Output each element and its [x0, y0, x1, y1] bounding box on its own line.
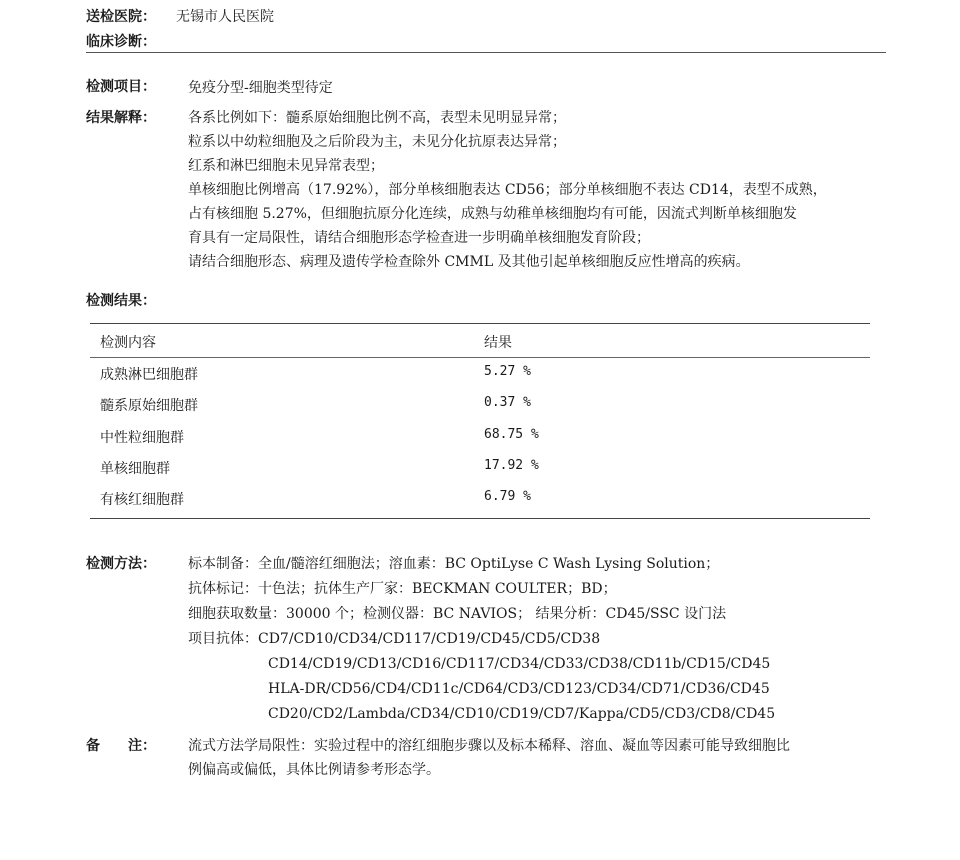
row-item-name: 中性粒细胞群: [100, 430, 184, 446]
results-table: [90, 323, 870, 521]
table-row: [90, 395, 870, 415]
hospital-label: 送检医院：: [86, 9, 156, 25]
interpretation-section: [86, 106, 886, 274]
row-item-value: 17.92 %: [484, 458, 539, 473]
method-line: 细胞获取数量：30000 个；检测仪器：BC NAVIOS； 结果分析：CD45/SSC 设门法: [188, 606, 727, 622]
note-text: [188, 734, 790, 782]
interpretation-label: 结果解释：: [86, 110, 156, 126]
interpretation-line: 各系比例如下：髓系原始细胞比例不高，表型未见明显异常；: [188, 110, 566, 126]
hospital-value: 无锡市人民医院: [176, 9, 274, 25]
test-item-label: 检测项目：: [86, 79, 156, 95]
antibody-panel-list: [188, 627, 775, 727]
results-section: [86, 290, 886, 310]
table-top-rule: [90, 323, 870, 324]
interpretation-line: 粒系以中幼粒细胞及之后阶段为主，未见分化抗原表达异常；: [188, 134, 566, 150]
test-item-section: [86, 76, 886, 100]
method-line: 抗体标记：十色法；抗体生产厂家：BECKMAN COULTER；BD；: [188, 581, 617, 597]
column-header-result: 结果: [484, 335, 512, 351]
table-header: [90, 332, 870, 352]
row-item-value: 68.75 %: [484, 427, 539, 442]
antibody-panel-line: 项目抗体：CD7/CD10/CD34/CD117/CD19/CD45/CD5/CD38: [188, 631, 601, 647]
antibody-panel-line: CD20/CD2/Lambda/CD34/CD10/CD19/CD7/Kappa/CD5/CD3/CD8/CD45: [268, 706, 776, 722]
column-header-item: 检测内容: [100, 335, 156, 351]
table-row: [90, 458, 870, 478]
row-item-value: 0.37 %: [484, 395, 531, 410]
table-row: [90, 364, 870, 384]
method-line: 标本制备：全血/髓溶红细胞法；溶血素：BC OptiLyse C Wash Lysing Solution；: [188, 556, 720, 572]
diagnosis-label: 临床诊断：: [86, 34, 156, 50]
row-item-name: 髓系原始细胞群: [100, 398, 198, 414]
method-label: 检测方法：: [86, 556, 156, 572]
header-divider: [86, 52, 886, 53]
note-section: [86, 734, 886, 782]
interpretation-line: 请结合细胞形态、病理及遗传学检查除外 CMML 及其他引起单核细胞反应性增高的疾病。: [188, 254, 750, 270]
method-section: [86, 552, 886, 727]
diagnosis-row: [86, 31, 176, 51]
table-row: [90, 427, 870, 447]
table-bottom-rule: [90, 518, 870, 519]
note-line: 例偏高或偏低，具体比例请参考形态学。: [188, 762, 440, 778]
test-item-value: 免疫分型-细胞类型待定: [188, 80, 333, 96]
table-row: [90, 489, 870, 509]
antibody-panel-line: CD14/CD19/CD13/CD16/CD117/CD34/CD33/CD38/CD11b/CD15/CD45: [268, 656, 771, 672]
row-item-value: 6.79 %: [484, 489, 531, 504]
interpretation-line: 红系和淋巴细胞未见异常表型；: [188, 158, 384, 174]
row-item-value: 5.27 %: [484, 364, 531, 379]
table-header-rule: [90, 357, 870, 358]
note-line: 流式方法学局限性：实验过程中的溶红细胞步骤以及标本稀释、溶血、凝血等因素可能导致细胞比: [188, 738, 790, 754]
results-label: 检测结果：: [86, 293, 156, 309]
row-item-name: 成熟淋巴细胞群: [100, 367, 198, 383]
row-item-name: 单核细胞群: [100, 461, 170, 477]
interpretation-text: [188, 106, 827, 274]
method-text: [188, 552, 775, 727]
row-item-name: 有核红细胞群: [100, 492, 184, 508]
note-label: 备 注：: [86, 738, 156, 754]
interpretation-line: 单核细胞比例增高（17.92%），部分单核细胞表达 CD56；部分单核细胞不表达 CD14，表型不成熟，: [188, 182, 827, 198]
interpretation-line: 占有核细胞 5.27%，但细胞抗原分化连续，成熟与幼稚单核细胞均有可能，因流式判断单核细胞发: [188, 206, 797, 222]
hospital-row: [86, 6, 274, 26]
interpretation-line: 育具有一定局限性，请结合细胞形态学检查进一步明确单核细胞发育阶段；: [188, 230, 650, 246]
antibody-panel-line: HLA-DR/CD56/CD4/CD11c/CD64/CD3/CD123/CD34/CD71/CD36/CD45: [268, 681, 770, 697]
